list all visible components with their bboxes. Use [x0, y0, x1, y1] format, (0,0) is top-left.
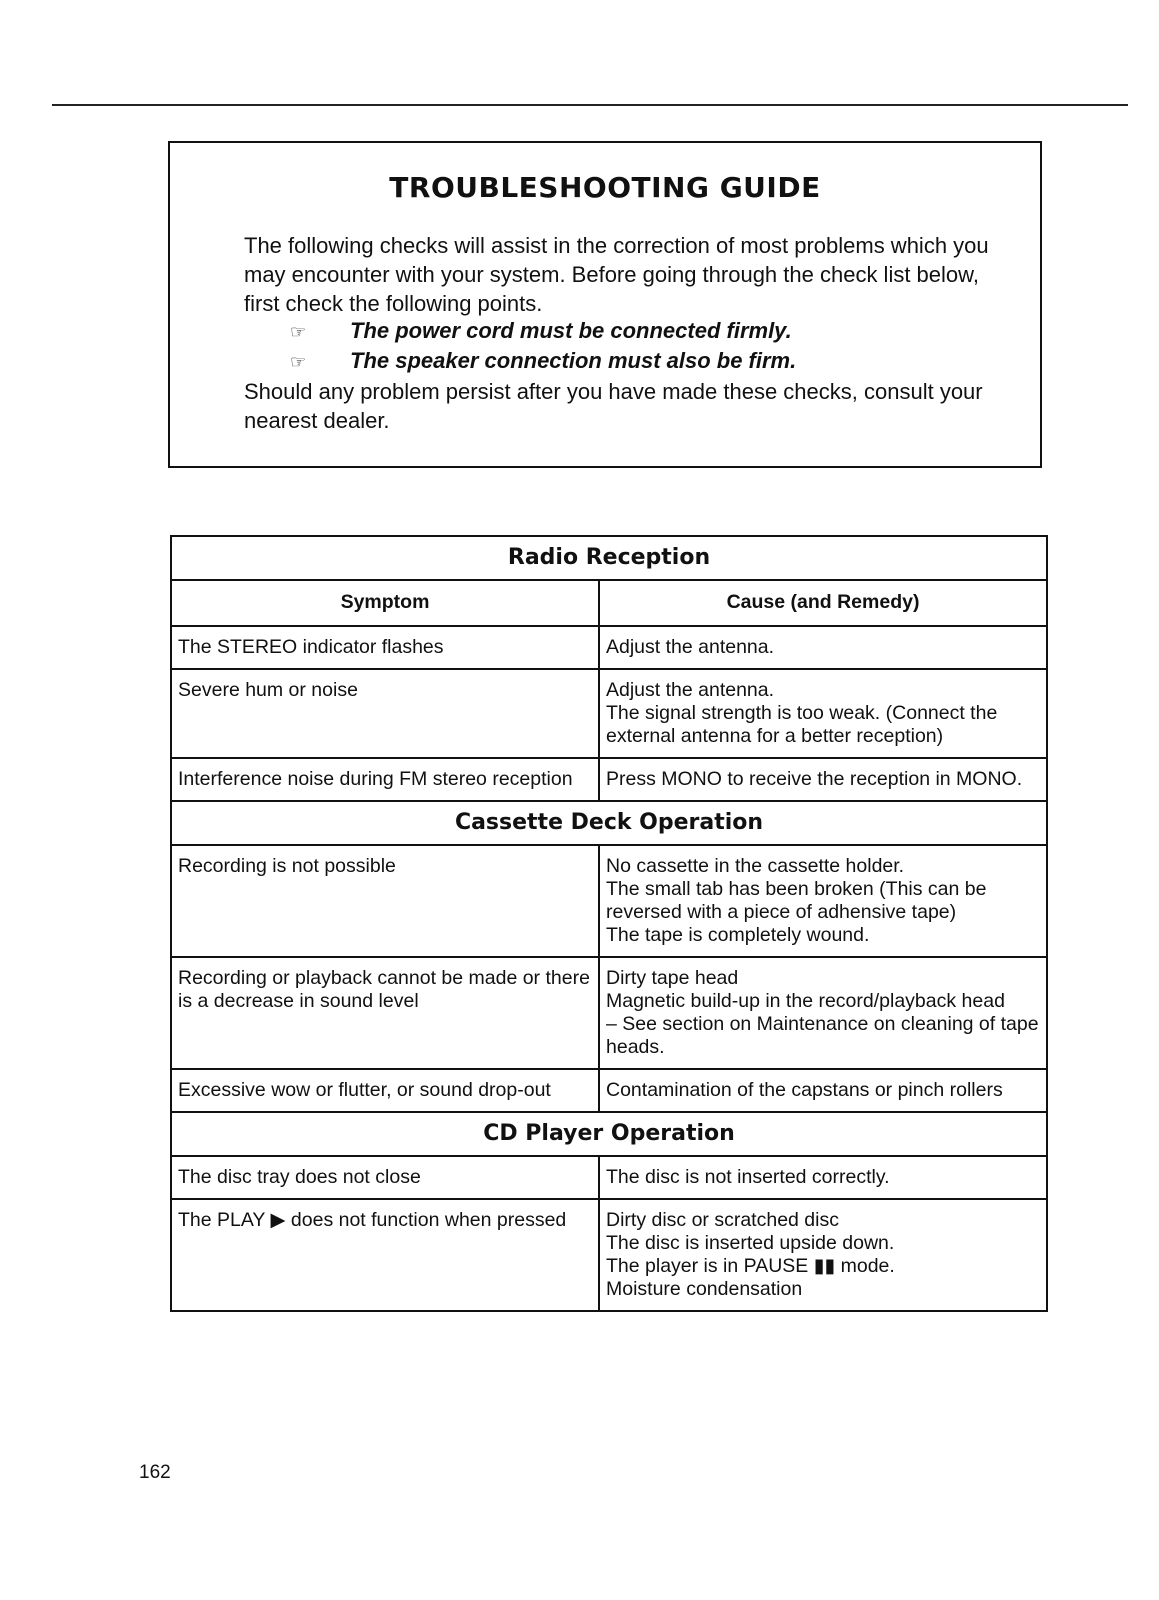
symptom-cell: The STEREO indicator flashes [171, 626, 599, 669]
symptom-cell: Interference noise during FM stereo reception [171, 758, 599, 801]
pointing-hand-icon: ☞ [290, 322, 307, 342]
cause-cell [599, 758, 1047, 801]
cause-line: The tape is completely wound. [606, 924, 870, 946]
table-row [171, 669, 1047, 758]
section-title: CD Player Operation [171, 1112, 1047, 1156]
section-row [171, 536, 1047, 580]
table-row [171, 758, 1047, 801]
cause-line: Contamination of the capstans or pinch rollers [606, 1079, 1003, 1101]
symptom-cell: Recording is not possible [171, 845, 599, 957]
section-row [171, 1112, 1047, 1156]
cause-header: Cause (and Remedy) [599, 580, 1047, 626]
check-point-text: The power cord must be connected firmly. [350, 318, 792, 343]
cause-line: The small tab has been broken (This can be reversed with a piece of adhensive tape) [606, 878, 987, 923]
column-header-row [171, 580, 1047, 626]
cause-cell [599, 957, 1047, 1069]
check-point-text: The speaker connection must also be firm. [350, 348, 797, 373]
cause-line: Dirty tape head [606, 967, 739, 989]
cause-line: The player is in PAUSE ▮▮ mode. [606, 1255, 895, 1277]
cause-cell [599, 1069, 1047, 1112]
guide-outro: Should any problem persist after you have made these checks, consult your nearest dealer. [244, 379, 983, 433]
symptom-cell: Severe hum or noise [171, 669, 599, 758]
cause-line: The disc is not inserted correctly. [606, 1166, 890, 1188]
cause-cell [599, 1156, 1047, 1199]
section-title: Cassette Deck Operation [171, 801, 1047, 845]
cause-line: – See section on Maintenance on cleaning of tape heads. [606, 1013, 1039, 1058]
cause-line: Magnetic build-up in the record/playback head [606, 990, 1005, 1012]
pointing-hand-icon: ☞ [290, 352, 307, 372]
cause-cell [599, 626, 1047, 669]
table-row [171, 626, 1047, 669]
table-row [171, 845, 1047, 957]
section-row [171, 801, 1047, 845]
symptom-cell: Excessive wow or flutter, or sound drop-out [171, 1069, 599, 1112]
cause-line: Press MONO to receive the reception in MONO. [606, 768, 1023, 790]
check-point [290, 348, 796, 374]
symptom-header: Symptom [171, 580, 599, 626]
guide-box [168, 141, 1042, 468]
cause-cell [599, 1199, 1047, 1311]
table-row [171, 957, 1047, 1069]
page-number: 162 [139, 1462, 171, 1483]
troubleshooting-table [170, 535, 1048, 1312]
cause-line: Adjust the antenna. [606, 636, 775, 658]
symptom-cell: The disc tray does not close [171, 1156, 599, 1199]
cause-line: Adjust the antenna. [606, 679, 775, 701]
guide-title: TROUBLESHOOTING GUIDE [389, 171, 821, 204]
cause-line: The signal strength is too weak. (Connect the external antenna for a better reception) [606, 702, 998, 747]
cause-line: Dirty disc or scratched disc [606, 1209, 839, 1231]
table-row [171, 1069, 1047, 1112]
check-point [290, 318, 792, 344]
cause-line: Moisture condensation [606, 1278, 803, 1300]
table-row [171, 1199, 1047, 1311]
cause-cell [599, 669, 1047, 758]
top-rule [52, 104, 1128, 106]
guide-intro: The following checks will assist in the correction of most problems which you may encounter with your system. Before going through the check list below, first check the following points. [244, 233, 989, 316]
cause-line: The disc is inserted upside down. [606, 1232, 895, 1254]
section-title: Radio Reception [171, 536, 1047, 580]
symptom-cell: Recording or playback cannot be made or there is a decrease in sound level [171, 957, 599, 1069]
table-row [171, 1156, 1047, 1199]
cause-line: No cassette in the cassette holder. [606, 855, 905, 877]
symptom-cell: The PLAY ▶ does not function when pressed [171, 1199, 599, 1311]
cause-cell [599, 845, 1047, 957]
